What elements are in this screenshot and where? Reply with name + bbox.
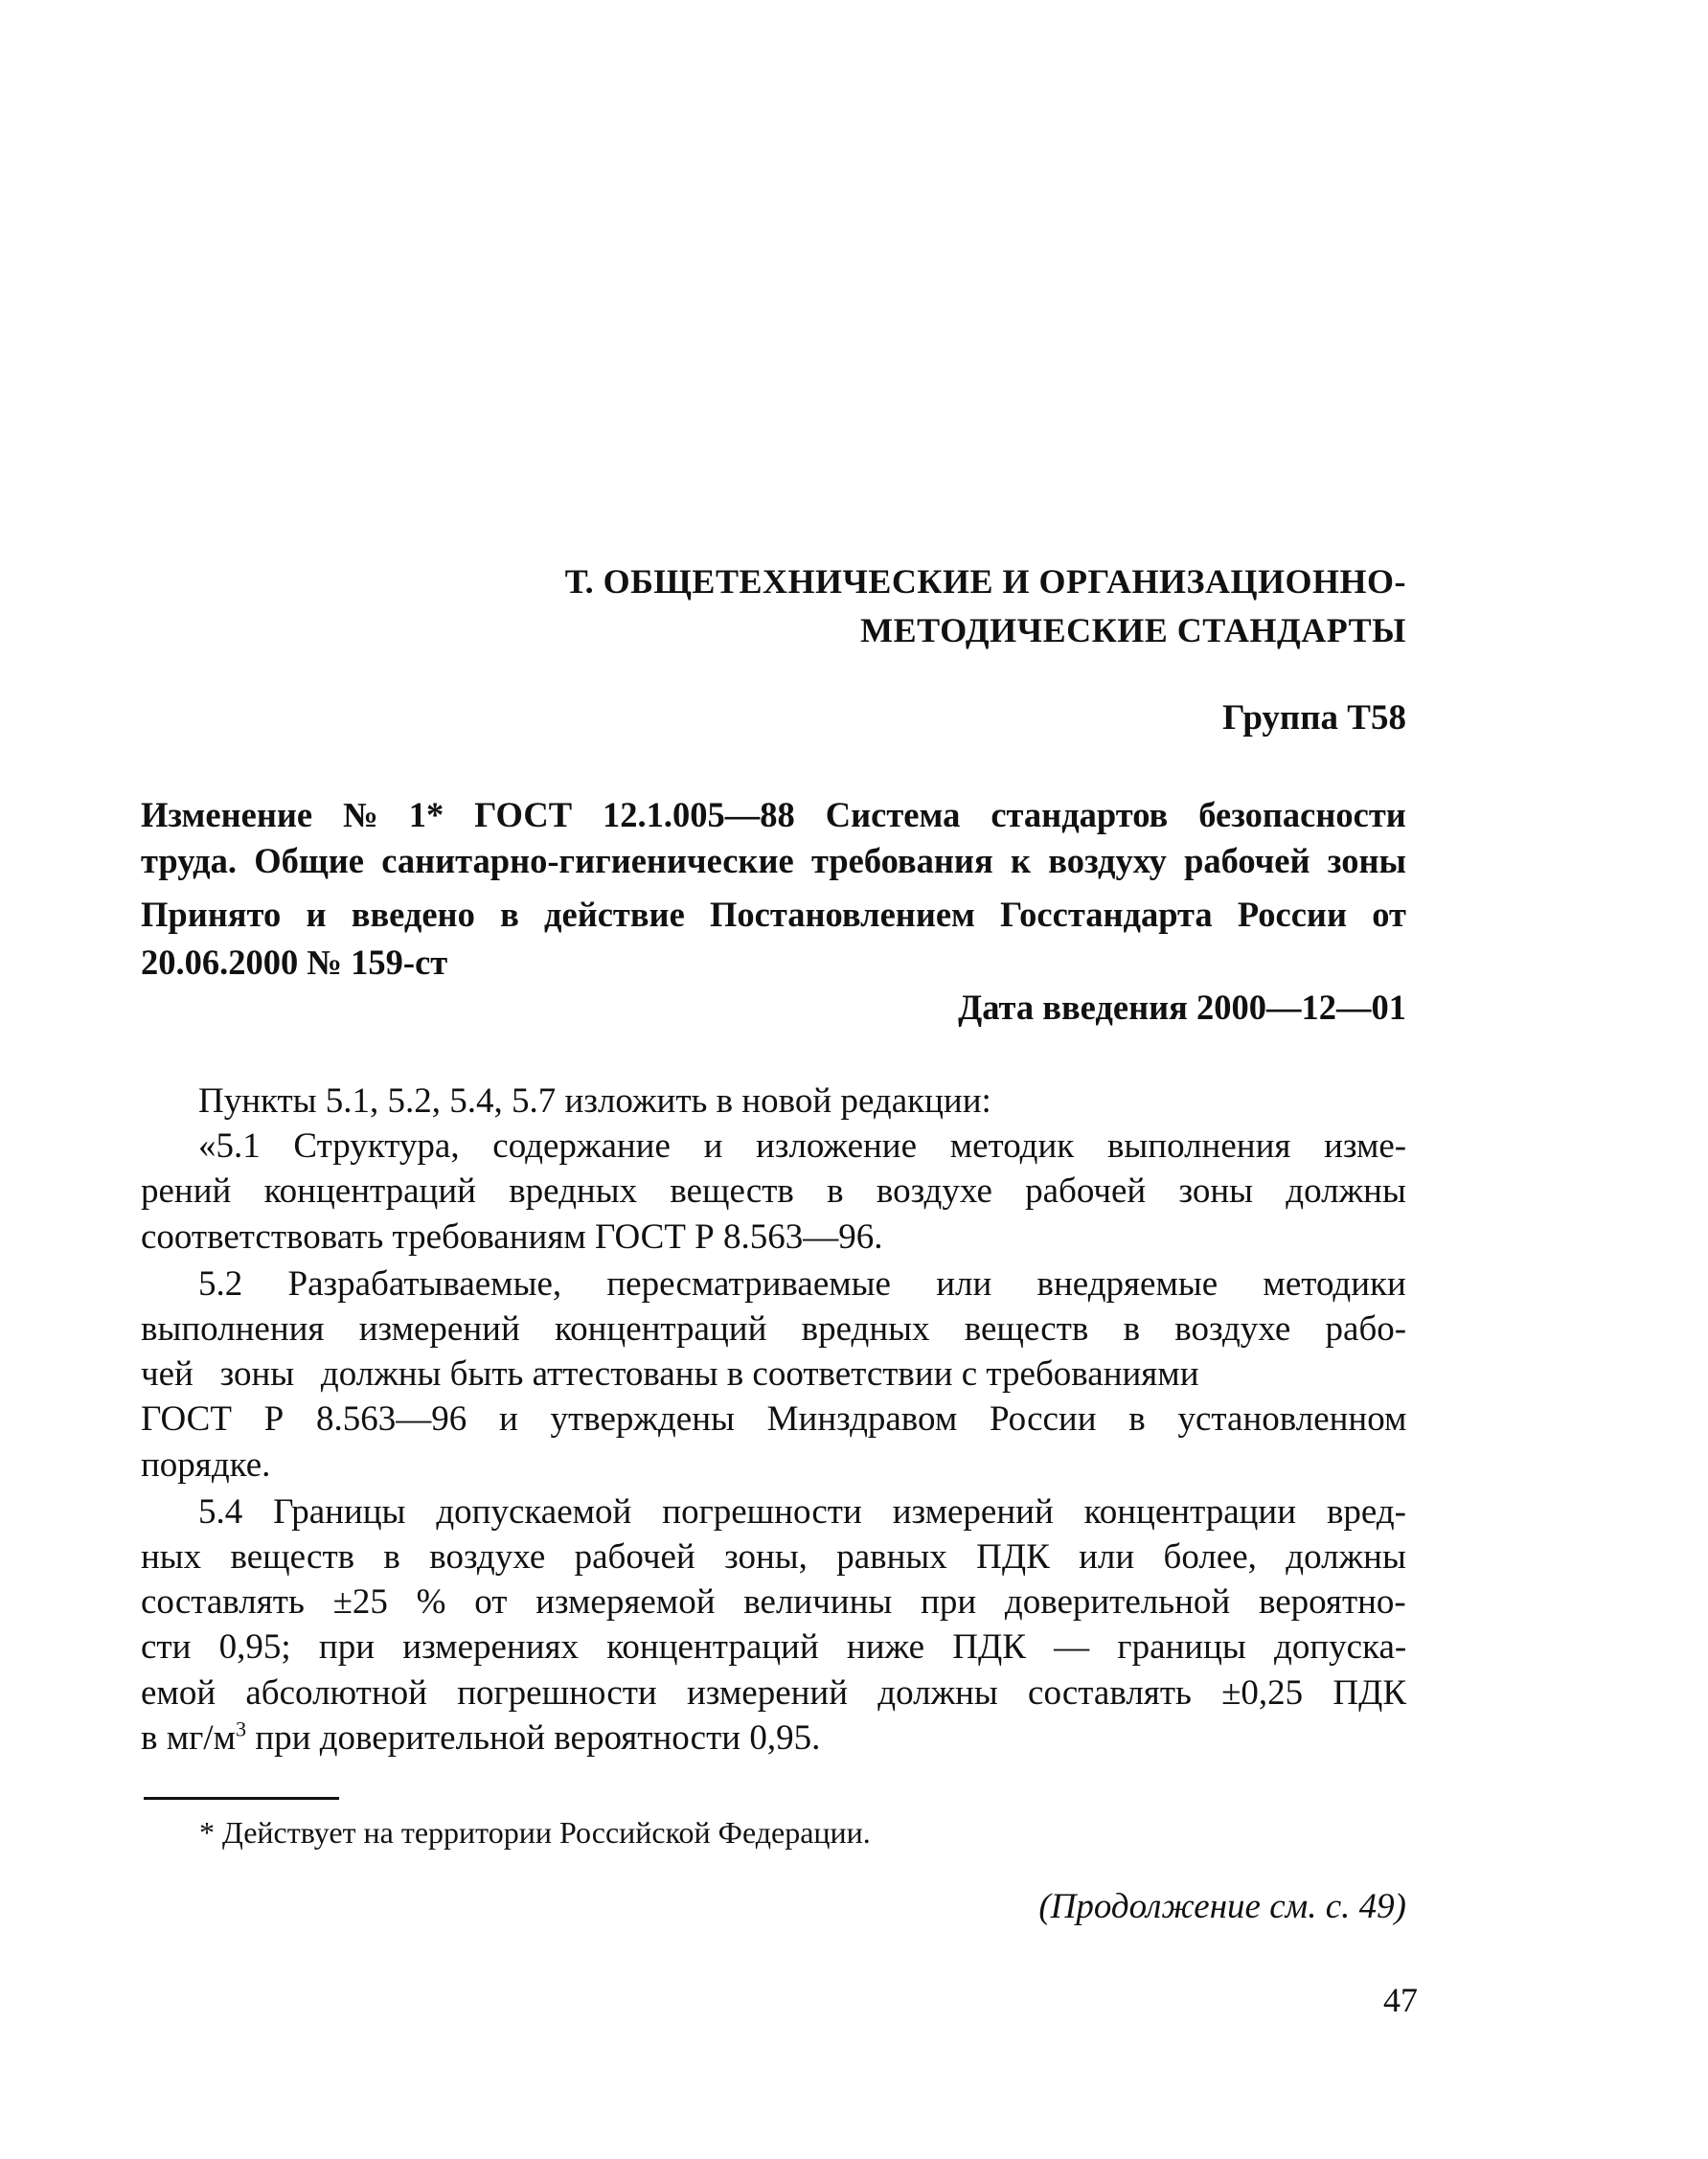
paragraph-5-2-line: выполнения измерений концентраций вредных веществ в воздухе рабо- — [141, 1309, 1407, 1350]
paragraph-5-2-line: 5.2 Разрабатываемые, пересматриваемые или внедряемые методики — [198, 1263, 1406, 1304]
adoption-statement — [141, 891, 1406, 987]
adoption-statement-line-2: 20.06.2000 № 159-ст — [141, 943, 448, 982]
amendment-heading — [141, 792, 1406, 884]
superscript-cube: 3 — [236, 1716, 247, 1741]
group-code: Группа Т58 — [1222, 698, 1406, 738]
paragraph-5-1-line: «5.1 Структура, содержание и изложение методик выполнения изме- — [198, 1126, 1407, 1167]
paragraph-5-1-line: соответствовать требованиям ГОСТ Р 8.563—96. — [141, 1216, 883, 1257]
body-text — [141, 1079, 1406, 1761]
section-title-line-1: Т. ОБЩЕТЕХНИЧЕСКИЕ И ОРГАНИЗАЦИОННО- — [564, 562, 1406, 601]
paragraph-5-2-line: ГОСТ Р 8.563—96 и утверждены Минздравом России в установленном — [141, 1399, 1407, 1440]
section-title — [450, 557, 1406, 655]
amendment-heading-line-2: труда. Общие санитарно-гигиенические требования к воздуху рабочей зоны — [141, 841, 1407, 880]
introduction-date: Дата введения 2000—12—01 — [958, 988, 1406, 1027]
paragraph-5-2-line: порядке. — [141, 1444, 271, 1485]
adoption-statement-line-1: Принято и введено в действие Постановлением Госстандарта России от — [141, 895, 1406, 934]
paragraph-5-2-line: чей зоны должны быть аттестованы в соответствии с требованиями — [141, 1354, 1199, 1395]
paragraph-5-4-line — [141, 1716, 1406, 1761]
paragraph-5-4-tail: при доверительной вероятности 0,95. — [246, 1717, 821, 1758]
page-number: 47 — [1383, 1981, 1418, 2019]
paragraph-5-4-line: составлять ±25 % от измеряемой величины при доверительной вероятно- — [141, 1582, 1406, 1623]
paragraph-5-4-line: емой абсолютной погрешности измерений должны составлять ±0,25 ПДК — [141, 1672, 1407, 1713]
amendment-heading-line-1: Изменение № 1* ГОСТ 12.1.005—88 Система стандартов безопасности — [141, 795, 1406, 834]
units-text: в мг/м — [141, 1717, 237, 1758]
footnote: * Действует на территории Российской Федерации. — [199, 1815, 871, 1850]
footnote-divider — [144, 1797, 339, 1800]
paragraph-5-4-line: ных веществ в воздухе рабочей зоны, равных ПДК или более, должны — [141, 1537, 1406, 1578]
paragraph-5-4-line: сти 0,95; при измерениях концентраций ниже ПДК — границы допуска- — [141, 1627, 1407, 1668]
paragraph-5-1-line: рений концентраций вредных веществ в воздухе рабочей зоны должны — [141, 1171, 1406, 1212]
section-title-line-2: МЕТОДИЧЕСКИЕ СТАНДАРТЫ — [860, 611, 1406, 649]
continuation-note: (Продолжение см. с. 49) — [1038, 1887, 1406, 1926]
paragraph-intro: Пункты 5.1, 5.2, 5.4, 5.7 изложить в новой редакции: — [198, 1081, 991, 1121]
paragraph-5-4-line: 5.4 Границы допускаемой погрешности измерений концентрации вред- — [198, 1491, 1406, 1532]
